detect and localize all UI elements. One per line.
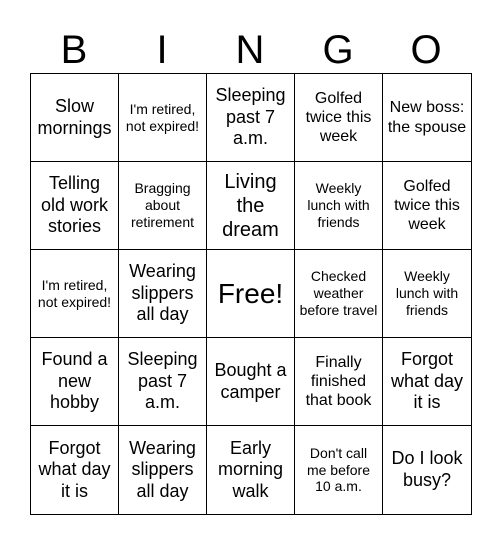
bingo-cell[interactable] <box>119 338 207 426</box>
bingo-cell[interactable] <box>207 250 295 338</box>
bingo-cell-text: Finally finished that book <box>305 353 372 410</box>
bingo-cell[interactable] <box>295 162 383 250</box>
bingo-cell-text: Checked weather before travel <box>299 268 378 318</box>
bingo-cell-text: Golfed twice this week <box>305 89 372 146</box>
bingo-cell-text: Sleeping past 7 a.m. <box>215 85 286 149</box>
bingo-cell-text: Wearing slippers all day <box>129 437 196 501</box>
bingo-cell[interactable] <box>207 426 295 514</box>
bingo-cell-text: Wearing slippers all day <box>129 261 196 325</box>
bingo-cell[interactable] <box>31 338 119 426</box>
bingo-cell-text: Bought a camper <box>214 359 287 402</box>
bingo-cell[interactable] <box>295 338 383 426</box>
bingo-cell-text: New boss: the spouse <box>387 99 467 136</box>
bingo-cell[interactable] <box>119 162 207 250</box>
bingo-cell-text: I'm retired, not expired! <box>125 100 200 134</box>
bingo-cell[interactable] <box>207 338 295 426</box>
bingo-cell[interactable] <box>383 74 471 162</box>
bingo-cell-text: Bragging about retirement <box>130 180 195 230</box>
bingo-cell-text: I'm retired, not expired! <box>37 276 112 310</box>
bingo-cell[interactable] <box>207 162 295 250</box>
bingo-cell[interactable] <box>295 426 383 514</box>
bingo-cell[interactable] <box>295 74 383 162</box>
bingo-grid <box>30 73 472 515</box>
bingo-cell-text: Living the dream <box>222 170 279 241</box>
bingo-cell[interactable] <box>383 250 471 338</box>
bingo-cell-text: Sleeping past 7 a.m. <box>127 349 198 413</box>
bingo-cell-text: Weekly lunch with friends <box>395 268 459 318</box>
bingo-cell-text: Forgot what day it is <box>38 437 111 501</box>
bingo-cell[interactable] <box>31 162 119 250</box>
bingo-cell[interactable] <box>31 426 119 514</box>
bingo-cell[interactable] <box>207 74 295 162</box>
bingo-cell-text: Do I look busy? <box>391 448 463 490</box>
bingo-cell-text: Weekly lunch with friends <box>307 180 370 230</box>
bingo-cell-text: Don't call me before 10 a.m. <box>306 444 371 495</box>
bingo-cell[interactable] <box>383 338 471 426</box>
header-letter-b: B <box>60 28 88 72</box>
header-letter-i: I <box>156 28 168 72</box>
header-letter-n: N <box>235 28 265 72</box>
bingo-cell-text: Forgot what day it is <box>390 349 464 413</box>
bingo-cell[interactable] <box>383 162 471 250</box>
bingo-cell-text: Early morning walk <box>217 437 284 501</box>
bingo-header <box>30 28 470 72</box>
bingo-cell[interactable] <box>383 426 471 514</box>
bingo-cell-text: Found a new hobby <box>41 349 108 413</box>
bingo-cell[interactable] <box>119 74 207 162</box>
bingo-cell-text: Golfed twice this week <box>394 177 460 234</box>
bingo-cell[interactable] <box>295 250 383 338</box>
bingo-cell-text: Slow mornings <box>37 95 112 138</box>
header-letter-g: G <box>322 28 354 72</box>
bingo-cell-text: Telling old work stories <box>40 173 109 237</box>
bingo-cell-text: Free! <box>217 277 284 309</box>
bingo-cell[interactable] <box>31 74 119 162</box>
header-letter-o: O <box>410 28 442 72</box>
bingo-cell[interactable] <box>119 426 207 514</box>
bingo-cell[interactable] <box>31 250 119 338</box>
bingo-cell[interactable] <box>119 250 207 338</box>
